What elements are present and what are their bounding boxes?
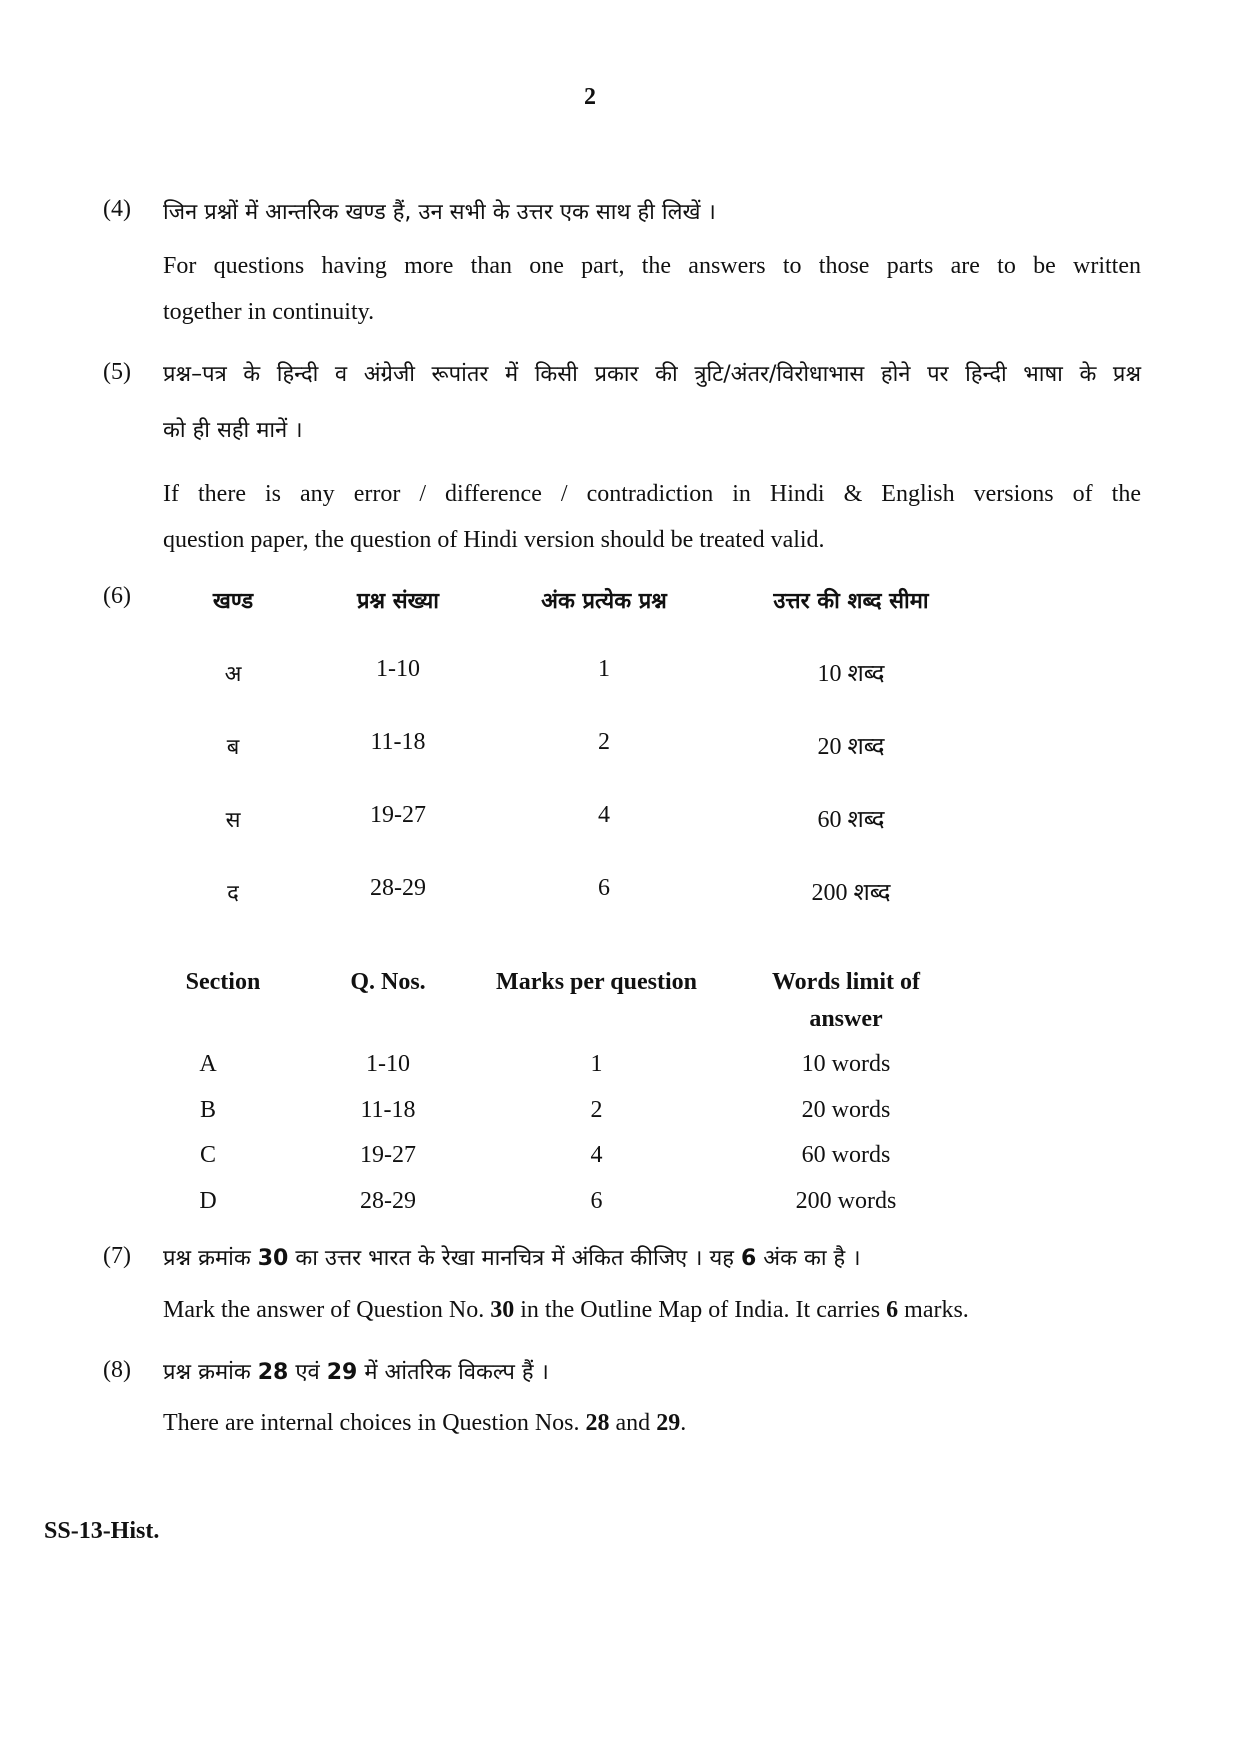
hindi-table-cell: 10 शब्द (817, 661, 885, 687)
hindi-table-cell: 28-29 (370, 875, 426, 901)
instruction-8-english: There are internal choices in Question Nos. 28 and 29. (163, 1410, 687, 1436)
hindi-table-cell: 1 (598, 656, 610, 682)
english-table-cell: C (199, 1142, 216, 1168)
instruction-5-hindi-line1: प्रश्न–पत्र के हिन्दी व अंग्रेजी रूपांतर में किसी प्रकार की त्रुटि/अंतर/विरोधाभास होने पर हिन्दी भाषा के प्रश्न (163, 362, 1141, 387)
paper-code: SS-13-Hist. (44, 1518, 160, 1544)
english-table-cell: 1-10 (366, 1051, 410, 1077)
hindi-table-header: प्रश्न संख्या (357, 589, 439, 614)
hindi-table-header: खण्ड (212, 589, 254, 614)
hindi-table-cell: स (225, 808, 241, 833)
hindi-table-header: उत्तर की शब्द सीमा (773, 589, 929, 614)
english-table-cell: 2 (590, 1097, 603, 1123)
english-table-cell: 60 words (801, 1142, 891, 1168)
instruction-4-english-line2: together in continuity. (163, 299, 375, 325)
instruction-8-number: (8) (103, 1357, 131, 1383)
english-table-cell: 20 words (801, 1097, 891, 1123)
instruction-7-number: (7) (103, 1243, 131, 1269)
instruction-6-number: (6) (103, 583, 131, 609)
english-table-cell: 6 (590, 1188, 603, 1214)
english-table-header: Q. Nos. (350, 969, 426, 995)
english-table-cell: 200 words (795, 1188, 897, 1214)
instruction-5-english-line1: If there is any error / difference / contradiction in Hindi & English versions of the (163, 481, 1141, 507)
instruction-5-number: (5) (103, 359, 131, 385)
hindi-table-cell: 11-18 (370, 729, 426, 755)
english-table-cell: 4 (590, 1142, 603, 1168)
english-table-cell: A (199, 1051, 217, 1077)
instruction-8-hindi: प्रश्न क्रमांक 28 एवं 29 में आंतरिक विकल्प हैं । (163, 1360, 549, 1385)
hindi-table-cell: 60 शब्द (817, 807, 885, 833)
hindi-table-cell: 200 शब्द (811, 880, 891, 906)
instruction-7-english: Mark the answer of Question No. 30 in the Outline Map of India. It carries 6 marks. (163, 1297, 969, 1323)
instruction-4-hindi: जिन प्रश्नों में आन्तरिक खण्ड हैं, उन सभी के उत्तर एक साथ ही लिखें । (163, 200, 716, 225)
hindi-table-cell: द (227, 881, 239, 906)
hindi-table-cell: 20 शब्द (817, 734, 885, 760)
english-table-header-continued: answer (809, 1006, 883, 1032)
english-table-cell: 11-18 (360, 1097, 416, 1123)
hindi-table-cell: ब (226, 735, 240, 760)
hindi-table-cell: अ (224, 662, 242, 687)
english-table-cell: 1 (590, 1051, 603, 1077)
english-table-cell: 28-29 (360, 1188, 416, 1214)
instruction-5-hindi-line2: को ही सही मानें । (163, 418, 303, 443)
english-table-cell: 19-27 (360, 1142, 416, 1168)
hindi-table-header: अंक प्रत्येक प्रश्न (541, 589, 667, 614)
hindi-table-cell: 1-10 (376, 656, 420, 682)
hindi-table-cell: 6 (598, 875, 610, 901)
instruction-4-number: (4) (103, 196, 131, 222)
english-table-header: Section (185, 969, 261, 995)
instruction-5-english-line2: question paper, the question of Hindi version should be treated valid. (163, 527, 825, 553)
hindi-table-cell: 4 (598, 802, 610, 828)
english-table-header: Words limit of (772, 969, 920, 995)
instruction-4-english-line1: For questions having more than one part, the answers to those parts are to be written (163, 253, 1141, 279)
page-number: 2 (584, 84, 596, 110)
hindi-table-cell: 2 (598, 729, 610, 755)
english-table-cell: D (199, 1188, 217, 1214)
english-table-cell: 10 words (801, 1051, 891, 1077)
instruction-7-hindi: प्रश्न क्रमांक 30 का उत्तर भारत के रेखा मानचित्र में अंकित कीजिए । यह 6 अंक का है । (163, 1246, 861, 1271)
english-table-cell: B (199, 1097, 216, 1123)
english-table-header: Marks per question (496, 969, 697, 995)
hindi-table-cell: 19-27 (370, 802, 426, 828)
